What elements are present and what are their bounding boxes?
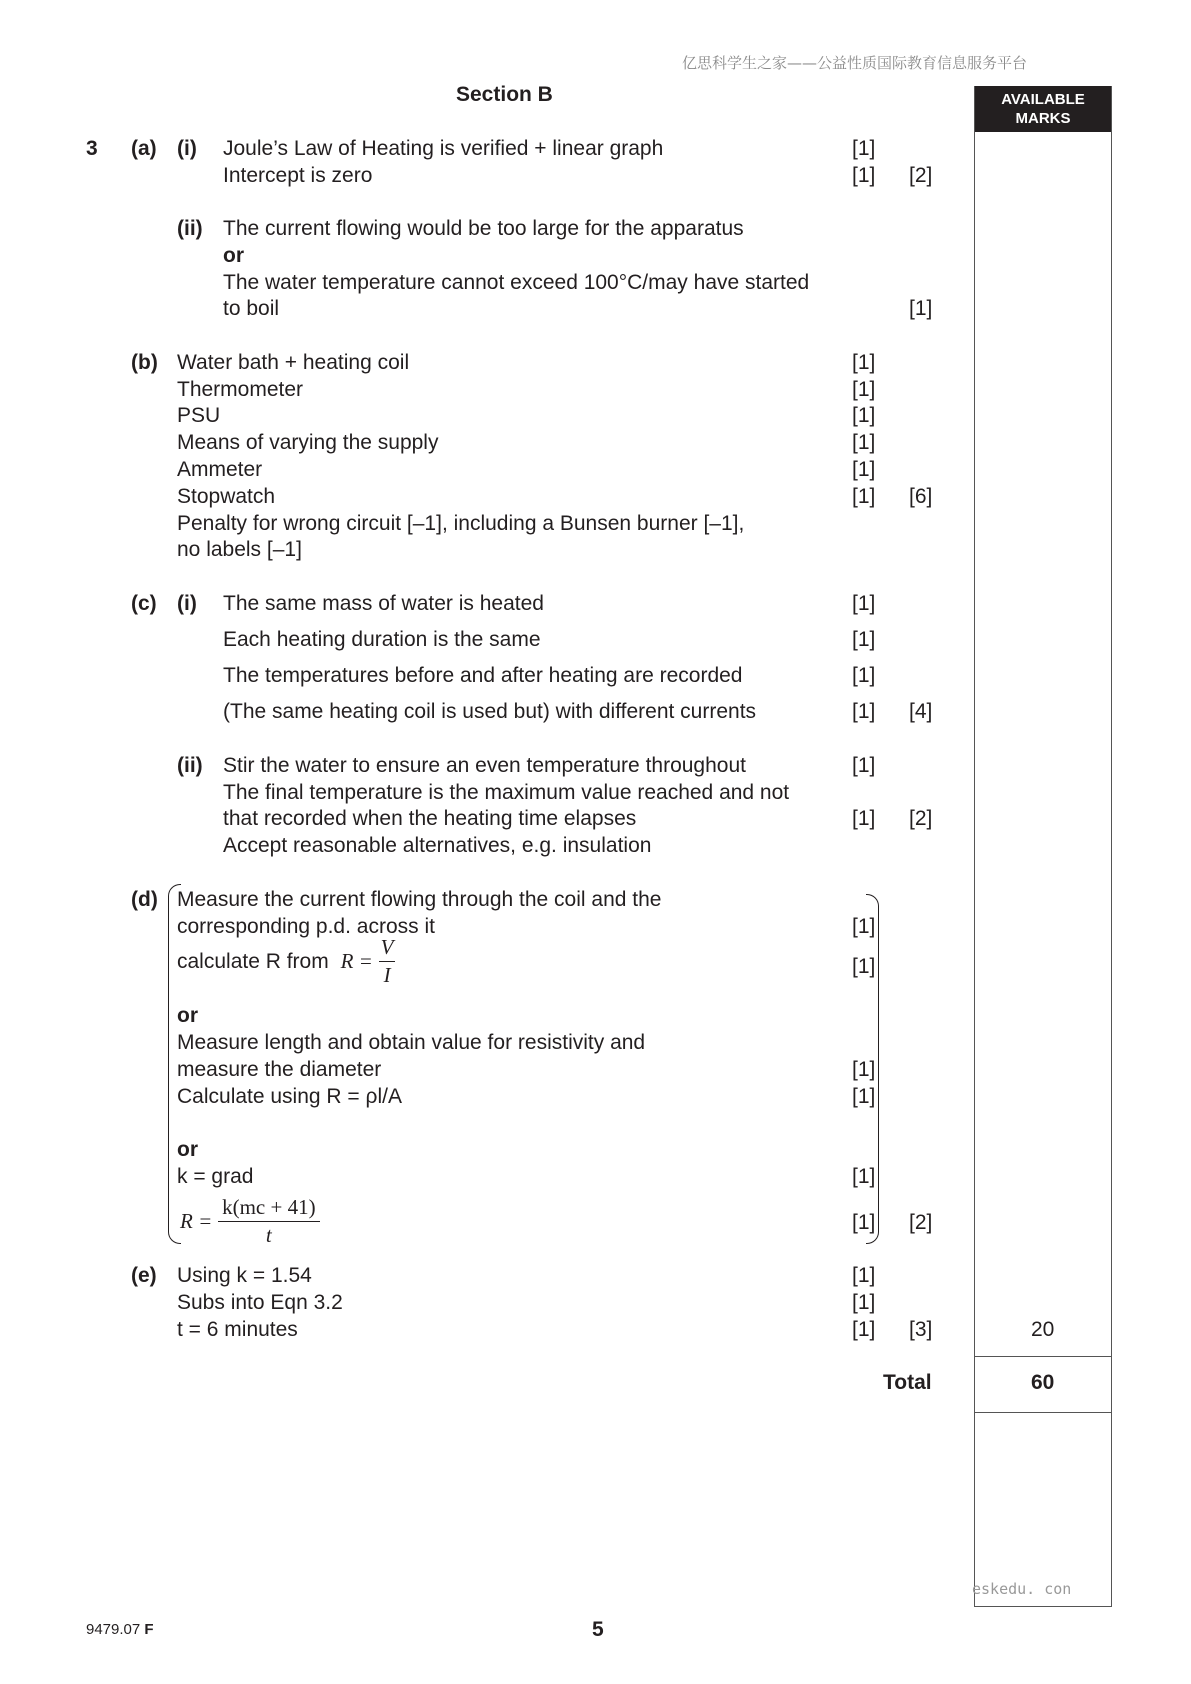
mark: [1] <box>852 955 876 978</box>
footer-code-number: 9479.07 <box>86 1621 141 1638</box>
mark-total: [2] <box>909 807 933 830</box>
formula-fraction <box>379 936 396 987</box>
mark: [1] <box>852 1085 876 1108</box>
part-c-label: (c) <box>131 592 157 615</box>
answer-line: that recorded when the heating time elapses <box>223 807 637 830</box>
mark-total: [2] <box>909 1211 933 1234</box>
mark: [1] <box>852 1291 876 1314</box>
or-label: or <box>223 244 244 267</box>
answer-line: (The same heating coil is used but) with different currents <box>223 700 757 723</box>
part-a-ii-label: (ii) <box>177 217 203 240</box>
mark: [1] <box>852 404 876 427</box>
formula-lhs: R = <box>340 949 373 974</box>
or-label: or <box>177 1004 198 1027</box>
watermark-text: 亿思科学生之家——公益性质国际教育信息服务平台 <box>682 54 1028 72</box>
answer-line: Measure the current flowing through the coil and the <box>177 888 662 911</box>
mark: [1] <box>852 592 876 615</box>
mark: [1] <box>852 807 876 830</box>
mark: [1] <box>852 137 876 160</box>
formula-numerator: k(mc + 41) <box>218 1196 320 1222</box>
mark: [1] <box>852 664 876 687</box>
answer-line: Stopwatch <box>177 485 276 508</box>
marks-divider <box>975 1356 1111 1357</box>
answer-line: Stir the water to ensure an even temperature throughout <box>223 754 746 777</box>
mark: [1] <box>852 1264 876 1287</box>
mark-total: [2] <box>909 164 933 187</box>
answer-line: Penalty for wrong circuit [–1], including a Bunsen burner [–1], <box>177 512 745 535</box>
answer-line: The same mass of water is heated <box>223 592 544 615</box>
answer-line: calculate R from <box>177 950 329 974</box>
formula-numerator: V <box>379 936 396 962</box>
formula-denominator: t <box>265 1223 272 1248</box>
marks-divider <box>975 1412 1111 1413</box>
part-a-label: (a) <box>131 137 157 160</box>
available-marks-value: 20 <box>1031 1318 1055 1341</box>
answer-line: Means of varying the supply <box>177 431 439 454</box>
answer-line: Measure length and obtain value for resistivity and <box>177 1031 646 1054</box>
answer-line: The water temperature cannot exceed 100°C/may have started <box>223 271 810 294</box>
question-number: 3 <box>86 137 98 160</box>
answer-line: The final temperature is the maximum value reached and not <box>223 781 790 804</box>
formula-lhs: R = <box>180 1209 213 1234</box>
part-d-label: (d) <box>131 888 158 911</box>
mark: [1] <box>852 700 876 723</box>
mark: [1] <box>852 351 876 374</box>
answer-line: no labels [–1] <box>177 538 302 561</box>
part-a-i-label: (i) <box>177 137 197 160</box>
available-marks-header <box>975 86 1111 132</box>
answer-line: Using k = 1.54 <box>177 1264 312 1287</box>
total-value: 60 <box>1031 1371 1055 1394</box>
eskedu-watermark: eskedu. con <box>972 1580 1072 1598</box>
footer-code-suffix: F <box>144 1621 154 1638</box>
part-e-label: (e) <box>131 1264 157 1287</box>
mark-total: [1] <box>909 297 933 320</box>
mark: [1] <box>852 1211 876 1234</box>
or-label: or <box>177 1138 198 1161</box>
mark-total: [6] <box>909 485 933 508</box>
mark: [1] <box>852 431 876 454</box>
formula-line <box>177 936 395 987</box>
page-number: 5 <box>592 1618 604 1641</box>
mark: [1] <box>852 1165 876 1188</box>
formula-fraction <box>218 1196 320 1247</box>
answer-line: Calculate using R = ρl/A <box>177 1085 402 1108</box>
mark: [1] <box>852 754 876 777</box>
part-b-label: (b) <box>131 351 158 374</box>
answer-line: Accept reasonable alternatives, e.g. insulation <box>223 834 652 857</box>
answer-line: corresponding p.d. across it <box>177 915 435 938</box>
answer-line: Joule’s Law of Heating is verified + linear graph <box>223 137 664 160</box>
formula-line <box>180 1196 320 1247</box>
answer-line: Ammeter <box>177 458 263 481</box>
mark: [1] <box>852 628 876 651</box>
marks-header-line-2: MARKS <box>1015 110 1071 127</box>
section-title: Section B <box>456 83 553 106</box>
answer-line: The temperatures before and after heating are recorded <box>223 664 743 687</box>
mark: [1] <box>852 1318 876 1341</box>
answer-line: Each heating duration is the same <box>223 628 541 651</box>
marks-header-line-1: AVAILABLE <box>1001 91 1085 108</box>
answer-line: measure the diameter <box>177 1058 382 1081</box>
answer-line: Subs into Eqn 3.2 <box>177 1291 343 1314</box>
mark: [1] <box>852 485 876 508</box>
answer-line: The current flowing would be too large for the apparatus <box>223 217 744 240</box>
answer-line: Water bath + heating coil <box>177 351 410 374</box>
mark: [1] <box>852 1058 876 1081</box>
answer-line: t = 6 minutes <box>177 1318 298 1341</box>
part-c-i-label: (i) <box>177 592 197 615</box>
formula-denominator: I <box>383 963 391 988</box>
answer-line: k = grad <box>177 1165 254 1188</box>
answer-line: to boil <box>223 297 280 320</box>
mark-total: [4] <box>909 700 933 723</box>
mark: [1] <box>852 915 876 938</box>
mark: [1] <box>852 164 876 187</box>
total-label: Total <box>883 1371 932 1394</box>
mark-total: [3] <box>909 1318 933 1341</box>
answer-line: Intercept is zero <box>223 164 373 187</box>
answer-line: PSU <box>177 404 221 427</box>
mark: [1] <box>852 458 876 481</box>
part-c-ii-label: (ii) <box>177 754 203 777</box>
mark: [1] <box>852 378 876 401</box>
footer-code <box>86 1622 154 1637</box>
answer-line: Thermometer <box>177 378 304 401</box>
